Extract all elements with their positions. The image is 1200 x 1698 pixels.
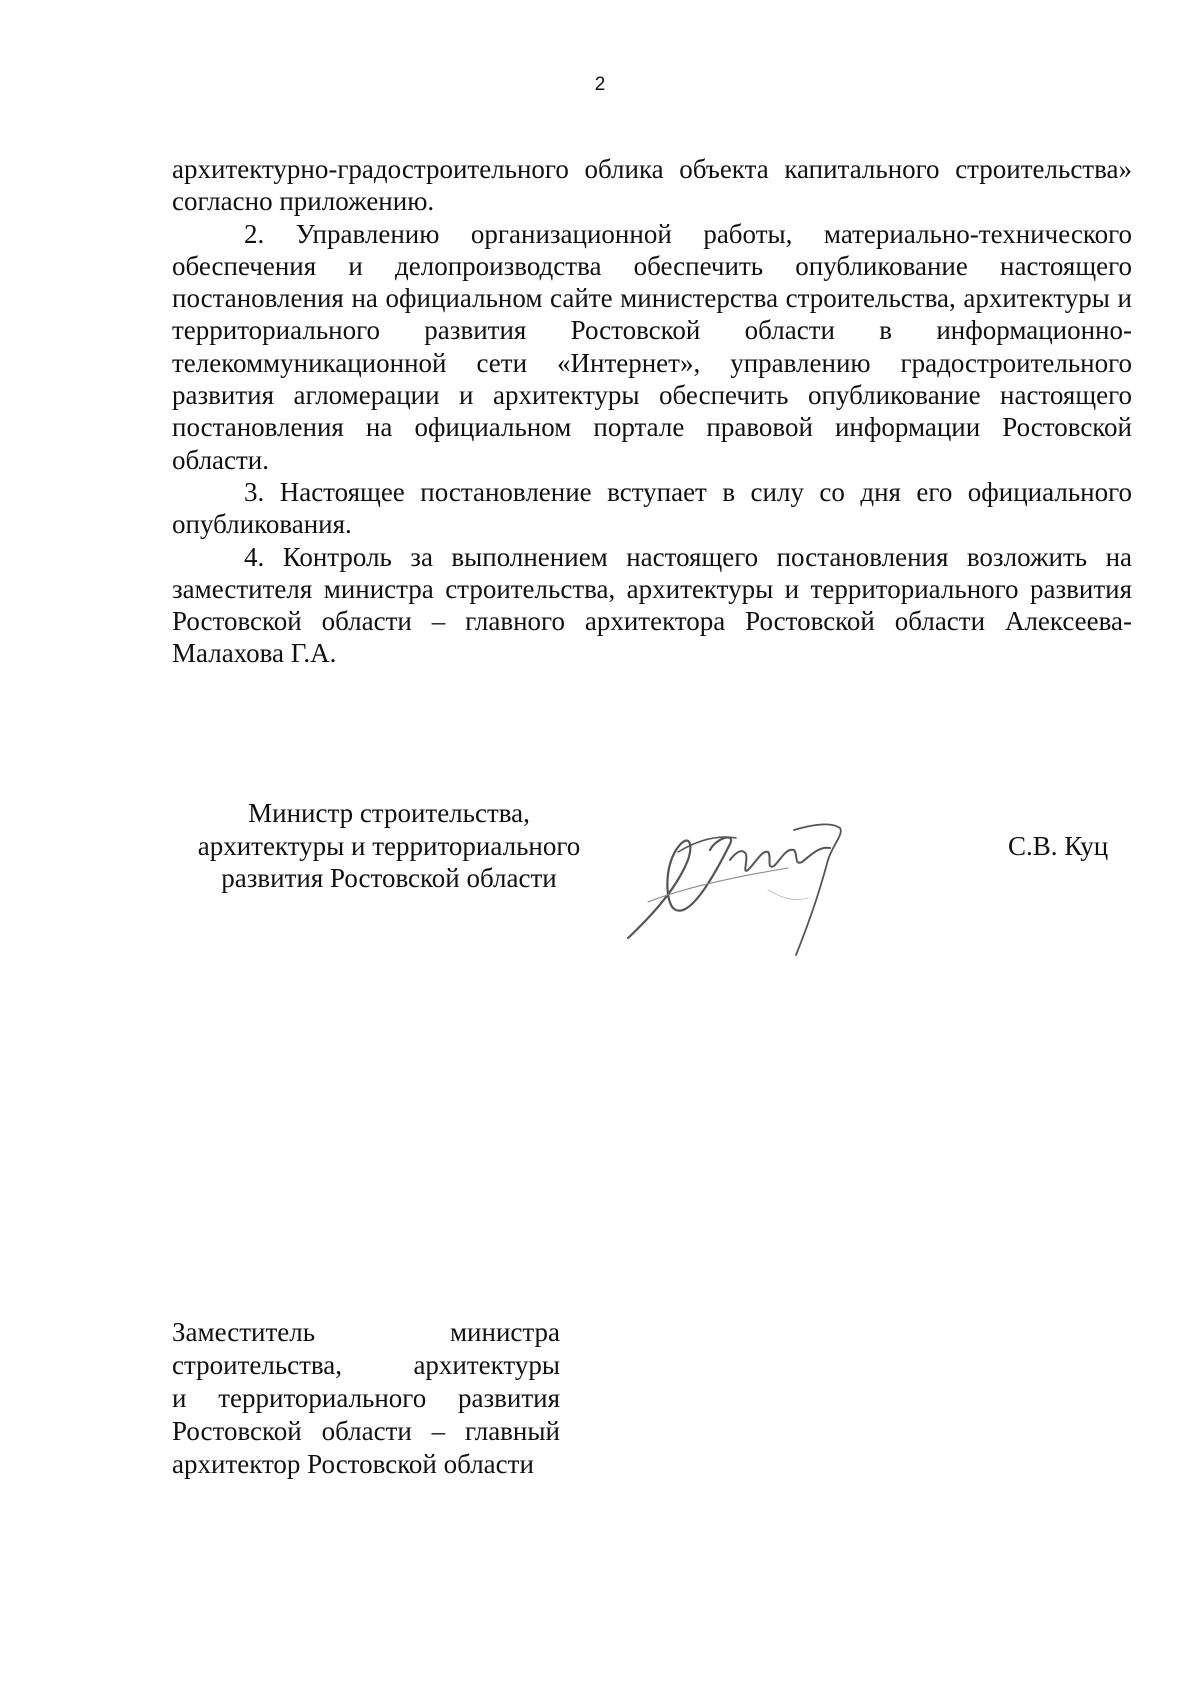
deputy-line [172,1349,560,1382]
deputy-word: Заместитель [172,1317,316,1347]
page-number: 2 [594,74,606,95]
document-body [172,153,1132,670]
handwritten-signature-icon [618,790,928,990]
deputy-word: – [431,1416,446,1446]
signer-position-line: развития Ростовской области [221,863,557,893]
signer-position [172,797,606,895]
deputy-line [172,1448,560,1481]
deputy-line [172,1316,560,1349]
deputy-word: Ростовской [172,1416,302,1446]
signer-name: С.В. Куц [1008,831,1109,861]
signer-position-line: архитектуры и территориального [197,830,581,861]
deputy-word: архитектуры [413,1350,560,1380]
deputy-word: развития [457,1383,560,1413]
deputy-word: архитектор Ростовской области [172,1449,534,1479]
deputy-line [172,1415,560,1448]
deputy-word: министра [449,1317,560,1347]
paragraph-3: 3. Настоящее постановление вступает в силу со дня его официального опубликования. [172,476,1132,540]
deputy-approval-block [172,1316,560,1481]
signer-position-line: Министр строительства, [248,798,530,828]
deputy-word: и [172,1383,187,1413]
deputy-word: строительства, [172,1350,343,1380]
paragraph-1-continuation: архитектурно-градостроительного облика объекта капитального строительства» согласно приложению. [172,154,1132,217]
deputy-word: области [321,1416,412,1446]
paragraph-2: 2. Управлению организационной работы, материально-технического обеспечения и делопроизводства обеспечить опубликование настоящего постановления на официальном сайте министерства строительства, архитектуры и территориального развития Ростовской области в информационно-телекоммуникационной сети «Интернет», управлению градостроительного развития агломерации и архитектуры обеспечить опубликование настоящего постановления на официальном портале правовой информации Ростовской области. [172,218,1132,475]
deputy-word: территориального [218,1383,427,1413]
paragraph-4: 4. Контроль за выполнением настоящего постановления возложить на заместителя министра строительства, архитектуры и территориального развития Ростовской области – главного архитектора Ростовской области Алексеева-Малахова Г.А. [172,541,1132,669]
deputy-word: главный [465,1416,560,1446]
deputy-line [172,1382,560,1415]
